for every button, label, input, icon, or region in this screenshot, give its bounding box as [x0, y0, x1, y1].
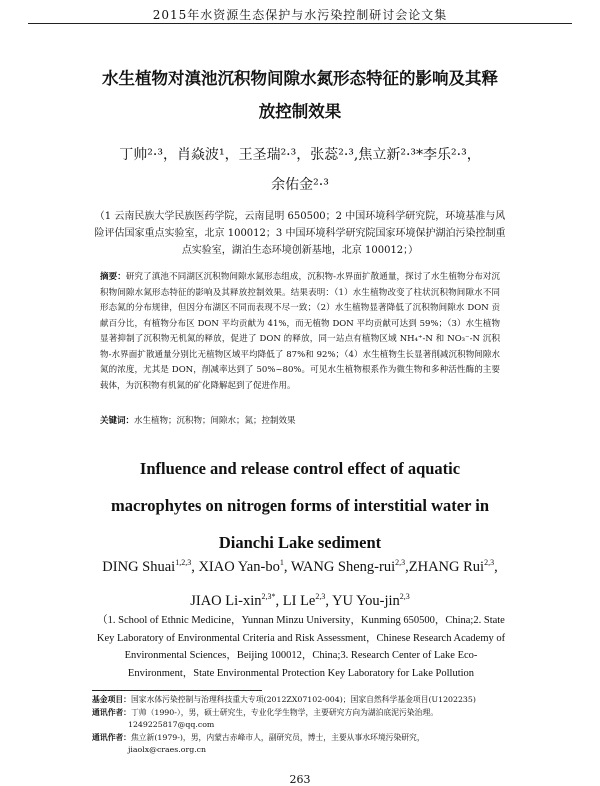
authors-english: [80, 548, 520, 616]
author-separator: ,: [494, 558, 498, 575]
abstract-text: 研究了滇池不同湖区沉积物间隙水氮形态组成，沉积物-水界面扩散通量，探讨了水生植物分布对沉积物间隙水氮形态特征的影响及其释放控制效果。结果表明：（1）水生植物改变了柱状沉积物间隙水不同形态氮的分布规律，但因分布湖区不同而表现不尽一致；（2）水生植物显著降低了沉积物间隙水 DON 贡献百分比，有植物分布区 DON 平均贡献为 41%，而无植物 DON 平均贡献可达到 59%；（3）水生植物显著抑制了沉积物无机氮的释放，促进了 DON 的释放，同一站点有植物区域 NH₄⁺-N 和 NO₃⁻-N 沉积物-水界面扩散通量分别比无植物区域平均降低了 87%和 92%；（4）水生植物生长显著削减沉积物间隙水氮的浓度，尤其是 DON，削减率达到了 50%~80%。可见水生植物根系作为微生物和多种活性酶的主要载体，为沉积物有机氮的矿化降解起到了促进作用。: [100, 272, 500, 391]
abstract-chinese: [100, 270, 500, 394]
keywords-text: 水生植物；沉积物；间隙水；氮；控制效果: [134, 416, 296, 426]
running-header: 2015年水资源生态保护与水污染控制研讨会论文集: [152, 8, 448, 22]
footnotes: [92, 694, 512, 757]
author-affil-sup: 2,3: [315, 591, 326, 601]
title-english-line1: Influence and release control effect of aquatic: [139, 459, 461, 478]
author-affil-sup: 1: [279, 558, 284, 567]
footnote-author1: [92, 707, 512, 732]
author-name: ,ZHANG Rui: [405, 558, 485, 575]
header-rule: [28, 23, 572, 24]
abstract-label: 摘要：: [100, 272, 126, 282]
footnote-fund: [92, 694, 512, 707]
author-name: , XIAO Yan-bo: [191, 558, 280, 575]
keywords-chinese: [100, 414, 500, 428]
footnote-author2-label: 通讯作者：: [92, 732, 131, 742]
author-affil-sup: 2,3: [395, 558, 406, 567]
title-chinese: 水生植物对滇池沉积物间隙水氮形态特征的影响及其释放控制效果: [102, 69, 498, 121]
page-number: 263: [289, 773, 311, 786]
author-name: , LI Le: [275, 592, 316, 609]
keywords-label: 关键词：: [100, 416, 135, 426]
affiliation-english: （1. School of Ethnic Medicine，Yunnan Minzu University，Kunming 650500，China;2. State Key Laboratory of Environmental Criteria and Risk Assessment，Chinese Research Academy of Environmental Sciences，Beijing 100012，China;3. Research Center of Lake Eco-Environment，State Environmental Protection Key Laboratory for Lake Pollution: [96, 615, 506, 679]
author-affil-sup: 2,3: [484, 558, 495, 567]
author-name: , YU You-jin: [325, 592, 400, 609]
footnote-author2-text: 焦立新(1979-)，男，内蒙古赤峰市人，副研究员，博士，主要从事水环境污染研究，: [130, 732, 425, 742]
footnote-author1-email: 1249225817@qq.com: [128, 720, 215, 729]
footnote-rule: [92, 690, 262, 691]
title-english: [90, 450, 510, 561]
authors-chinese-line2: 余佑金²·³: [271, 177, 329, 193]
footnote-author1-text: 丁帅（1990-），男，硕士研究生，专业化学生物学，主要研究方向为湖泊底泥污染治理。: [130, 707, 439, 717]
footnote-author1-label: 通讯作者：: [92, 707, 131, 717]
authors-english-line2: [80, 582, 520, 616]
author-name: DING Shuai: [102, 558, 176, 575]
author-affil-sup: 1,2,3: [175, 558, 192, 567]
footnote-author2-email: jiaolx@craes.org.cn: [128, 745, 207, 754]
author-name: , WANG Sheng-rui: [283, 558, 396, 575]
title-english-line3: Dianchi Lake sediment: [218, 533, 382, 552]
authors-chinese-line1: 丁帅²·³，肖焱波¹，王圣瑞²·³，张蕊²·³,焦立新²·³*李乐²·³，: [119, 147, 481, 163]
authors-chinese: [80, 140, 520, 200]
author-affil-sup: 2,3*: [261, 591, 276, 601]
author-name: JIAO Li-xin: [190, 592, 262, 609]
title-english-line2: macrophytes on nitrogen forms of interstitial water in: [110, 496, 490, 515]
footnote-fund-text: 国家水体污染控制与治理科技重大专项(2012ZX07102-004)；国家自然科学基金项目(U1202235): [130, 695, 476, 704]
authors-english-line1: [80, 548, 520, 582]
author-affil-sup: 2,3: [399, 591, 410, 601]
footnote-fund-label: 基金项目：: [92, 695, 131, 704]
footnote-author2: [92, 732, 512, 757]
affiliation-chinese: （1 云南民族大学民族医药学院，云南昆明 650500；2 中国环境科学研究院，环境基准与风险评估国家重点实验室，北京 100012；3 中国环境科学研究院国家环境保护湖泊污染控制重点实验室，湖泊生态环境创新基地，北京 100012；）: [94, 211, 506, 256]
